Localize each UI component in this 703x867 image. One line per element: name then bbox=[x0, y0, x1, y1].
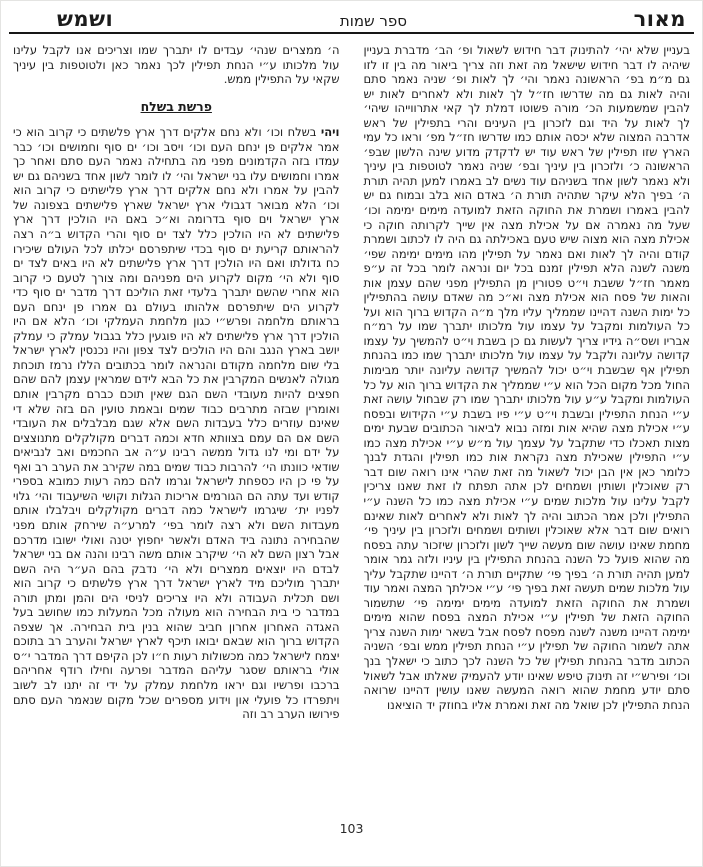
right-column bbox=[364, 43, 691, 722]
parsha-opening-word: ויהי bbox=[320, 125, 340, 140]
parsha-header: פרשת בשלח bbox=[140, 98, 212, 114]
page-number: 103 bbox=[339, 821, 364, 836]
left-column-paragraph bbox=[13, 125, 340, 721]
left-column-continuation: ה׳ ממצרים שנהי׳ עבדים לו יתברך שמו וצריכים אנו לקבל עלינו עול מלכותו ע״י הנחת תפילין לכך נאמר כאן ולטוטפות בין עיניך שקאי על התפילין ממש. bbox=[13, 43, 340, 87]
section-title: ספר שמות bbox=[339, 12, 408, 30]
book-title-left: ושמש bbox=[57, 6, 114, 31]
book-title-right: מאור bbox=[633, 6, 686, 31]
text-columns bbox=[1, 34, 702, 722]
left-column bbox=[13, 43, 340, 722]
left-column-body-text: בשלח וכו׳ ולא נחם אלקים דרך ארץ פלשתים כי קרוב הוא כי אמר אלקים פן ינחם העם וכו׳ ויסב וכו׳ ים סוף וחמושים וכו׳ כבר עמדו בזה הקדמונים מפני מה בתחילה נאמר העם סתם ואחר כך אמרו וחמושים עלו בני ישראל והי׳ לו לומר לשון אחד בשניהם גם יש להבין על אמרו ולא נחם אלקים דרך ארץ פלישתים כי קרוב הוא וכו׳ הלא מבואר דגבולי ארץ ישראל שארץ פלישתים בצפונה של ארץ ישראל וים סוף בדרומה וא״כ באם היו הולכין דרך ארץ פלישתים לא היו הולכין כלל לצד ים סוף והרי הקדוש ב״ה רצה להראותם קריעת ים סוף בכדי שיתפרסם יכלתו לכל העולם שיכירו כח גדולתו ואם היו הולכין דרך ארץ פלישתים לא היו באים לצד ים סוף ולא הי׳ מקום לקרוע הים מפניהם ומה צורך לטעם כי קרוב הוא אחרי שהשם יתברך בלעדי זאת הוליכם דרך מדבר ים סוף כדי לקרוע הים שיתפרסם אלהותו בעולם גם אמרו פן ינחם העם בראותם מלחמה ופרש״י כגון מלחמת העמלקי וכו׳ הלא אם היו הולכין דרך ארץ פלישתים לא היו פוגעין כלל בגבול עמלק כי עמלק יושב בארץ הנגב והם היו הולכים לצד צפון והיו נכנסין לארץ ישראל בלי שום מלחמה מקודם והנראה לומר בכתובים הללו נרמז תוכחת מגולה לאנשים המקרבין את כל הבא לידם שמראין עצמן להם שהם חפצים להיות מעובדי השם הגם שאין תוכם כברם מקרבין אותם ואומרין שבזה מתרבים כבוד שמים ובאמת טועין הם בזה שלא די שאינם עוזרים כלל בעבדות השם אלא שגם מבלבלים את העובדי השם אם הם עמם בצוותא חדא וכמה דברים מקולקלים מתנוצצים על ידם ומי לנו גדול ממשה רבינו ע״ה אב החכמים ואב לנביאים שודאי כוונתו הי׳ להרבות כבוד שמים במה שקירב את הערב רב ואף על פי כן היו כספחת לישראל וגרמו להם כמה רעות כמובא בספרי קודש ועד עתה הם הגורמים אריכות הגלות וקושי השיעבוד והי׳ גלוי לפניו ית׳ שיגרמו לישראל כמה דברים מקולקלים ויבלבלו אותם מעבדות השם ולא רצה לומר בפי׳ למרע״ה שירחק אותם מפני שהבחירה נתונה ביד האדם ולאשר יחפוץ יטנה ואולי ישובו מדרכם אבל רצון השם לא הי׳ שיקרב אותם משה רבינו והנה אם בני ישראל לבדם היו יוצאים ממצרים ולא הי׳ נדבק בהם הע״ר היה השם יתברך מוליכם מיד לארץ ישראל דרך ארץ פלשתים כי קרוב הוא ושם תכלית העבודה ולא היו צריכים לניסי הים והמן ומתן תורה במדבר כי בית הבחירה הוא מעולה מכל המעלות כמו שחושב בעל האגדה האחרון אחרון חביב שהוא בנין בית הבחירה. אך שצפה הקדוש ברוך הוא שבאם יבואו תיכף לארץ ישראל והערב רב בתוכם יצמח לישראל כמה מכשולות רעות ח״ו לכן הקיפם דרך המדבר י״ס אולי בראותם שסגר עליהם המדבר ופרעה וחילו רודף אחריהם ברכבו ופרשיו וגם יראו מלחמת עמלק על ידי זה יתנו לב לשוב ויתפרדו כל פועלי און וידוע מספרים שכל מקום שנאמר העם סתם פירושו הערב רב וזה bbox=[13, 125, 340, 722]
page-header bbox=[9, 1, 694, 34]
right-column-paragraph: בעניין שלא יהי׳ להתינוק דבר חידוש לשאול ופ׳ הב׳ מדברת בעניין שיהיה לו דבר חידוש שישאל מה זאת וזה צריך ביאור מה בין זו לזו גם מ״מ בפ׳ הראשונה נאמר והי׳ לך לאות ופ׳ שניה נאמר סתם והיה לאות גם מה שדרשו חז״ל לך לאות ולא לאחרים לאות יש להבין שמשמעות הכ׳ מורה פשוטו דמלת לך קאי אתרווייהו שיהי׳ לך לאות על היד וגם לזכרון בין העינים והרי בתפילין של ראש אדרבה המצוה שלא יכסה אותם כמו שדרשו חז״ל מפ׳ וראו כל עמי הארץ שזו תפילין של ראש עוד יש לדקדק מדוע שינה הלשון שבפ׳ הראשונה כ׳ ולזכרון בין עיניך ובפ׳ שניה נאמר לטוטפות בין עיניך ולא נאמר לשון אחד בשניהם עוד נשים לב באמרו למען תהיה תורת ה׳ בפיך הלא עיקר שתהיה תורת ה׳ באדם הוא בלב ובמוח גם יש להבין באמרו ושמרת את החוקה הזאת למועדה מימים ימימה וכו׳ שעל מה נאמרה אם על אכילת מצה אין שייך לקרותה חוקה כי אכילת מצה הוא מצוה שיש טעם באכילתה גם היה לו לכתוב ושמרת קודם והיה לך לאות ואם נאמר על תפילין מהו מימים ימימה שפי׳ משנה לשנה הלא תפילין זמנם בכל יום ונראה לומר בכל זה ע״פ מאמר חז״ל ששבת וי״ט פטורין מן התפילין מפני שהם עצמן אות והאות של פסח הוא אכילת מצה וא״כ מה שאדם עושה בהתפילין כל ימות השנה דהיינו שממליך עליו מלך מ״ה הקדוש ברוך הוא ועל כל העולמות ומקבל על עצמו עול מלכותו יתברך שמו על רמ״ח אבריו ושס״ה גידיו צריך לעשות גם כן בשבת וי״ט להמשיך על עצמו קדושה עליונה ולקבל על עצמו עול מלכותו יתברך שמו כמו בהנחת תפילין אף שבשבת וי״ט יכול להמשיך קדושה עליונה יותר מבימות החול מכל מקום הכל הוא ע״י שממליך את הקדוש ברוך הוא על כל העולמות ומקבל ע״ע עול מלכותו יתברך שמו רק שבחול עושה זאת ע״י הנחת התפילין ובשבת וי״ט ע״י פיו בשבת ע״י הקידוש ובפסח ע״י אכילת מצה שהיא אות ומזה נבוא לביאור הכתובים שבעת ימים מצות תאכלו כדי שתקבל על עצמך עול מ״ש ע״י אכילת מצה כמו ע״י התפילין שאכילת מצה נקראת אות כמו תפילין והגדת לבנך כלומר כאן אין הבן יכול לשאול מה זאת שהרי אינו רואה שום דבר רק שאוכלין ושותין ושמחים לכן אתה תפתח לו זאת שאנו צריכין לקבל עלינו עול מלכות שמים ע״י אכילת מצה כמו כל השנה ע״י התפילין ולכן אמר הכתוב והיה לך לאות ולא לאחרים לאות שאינם רואים שום דבר אלא שאוכלין ושותים ושמחים ולזכרון בין עיניך פי׳ מחמת שאינו עושה שום מעשה שייך לשון ולזכרון שיזכור עתה בפסח מה שהוא פועל כל השנה בהנחת התפילין בין עיניו ולזה גמר אומר למען תהיה תורת ה׳ בפיך פי׳ שתקיים תורת ה׳ דהיינו שתקבל עליך עול מלכות שמים תעשה זאת בפיך פי׳ ע״י אכילתך המצה ואמר עוד ושמרת את החוקה הזאת למועדה מימים ימימה פי׳ שתשמור החוקה הזאת של תפילין ע״י אכילת המצה בפסח שהוא מימים ימימה דהיינו משנה לשנה מפסח לפסח אבל בשאר ימות השנה צריך אתה לשמור החוקה של תפילין ע״י הנחת תפילין ממש ובפ׳ השניה הכתוב מדבר בהנחת תפילין של כל השנה לכך כתוב כי ישאלך בנך וכו׳ ופירש״י זה תינוק טיפש שאינו יודע להעמיק שאלתו אבל לשאול סתם יודע מחמת שהוא רואה המעשה שאנו עושין דהיינו שרואה הנחת התפילין לכן שואל מה זאת ואמרת אליו בחוזק יד הוציאנו bbox=[363, 43, 690, 712]
